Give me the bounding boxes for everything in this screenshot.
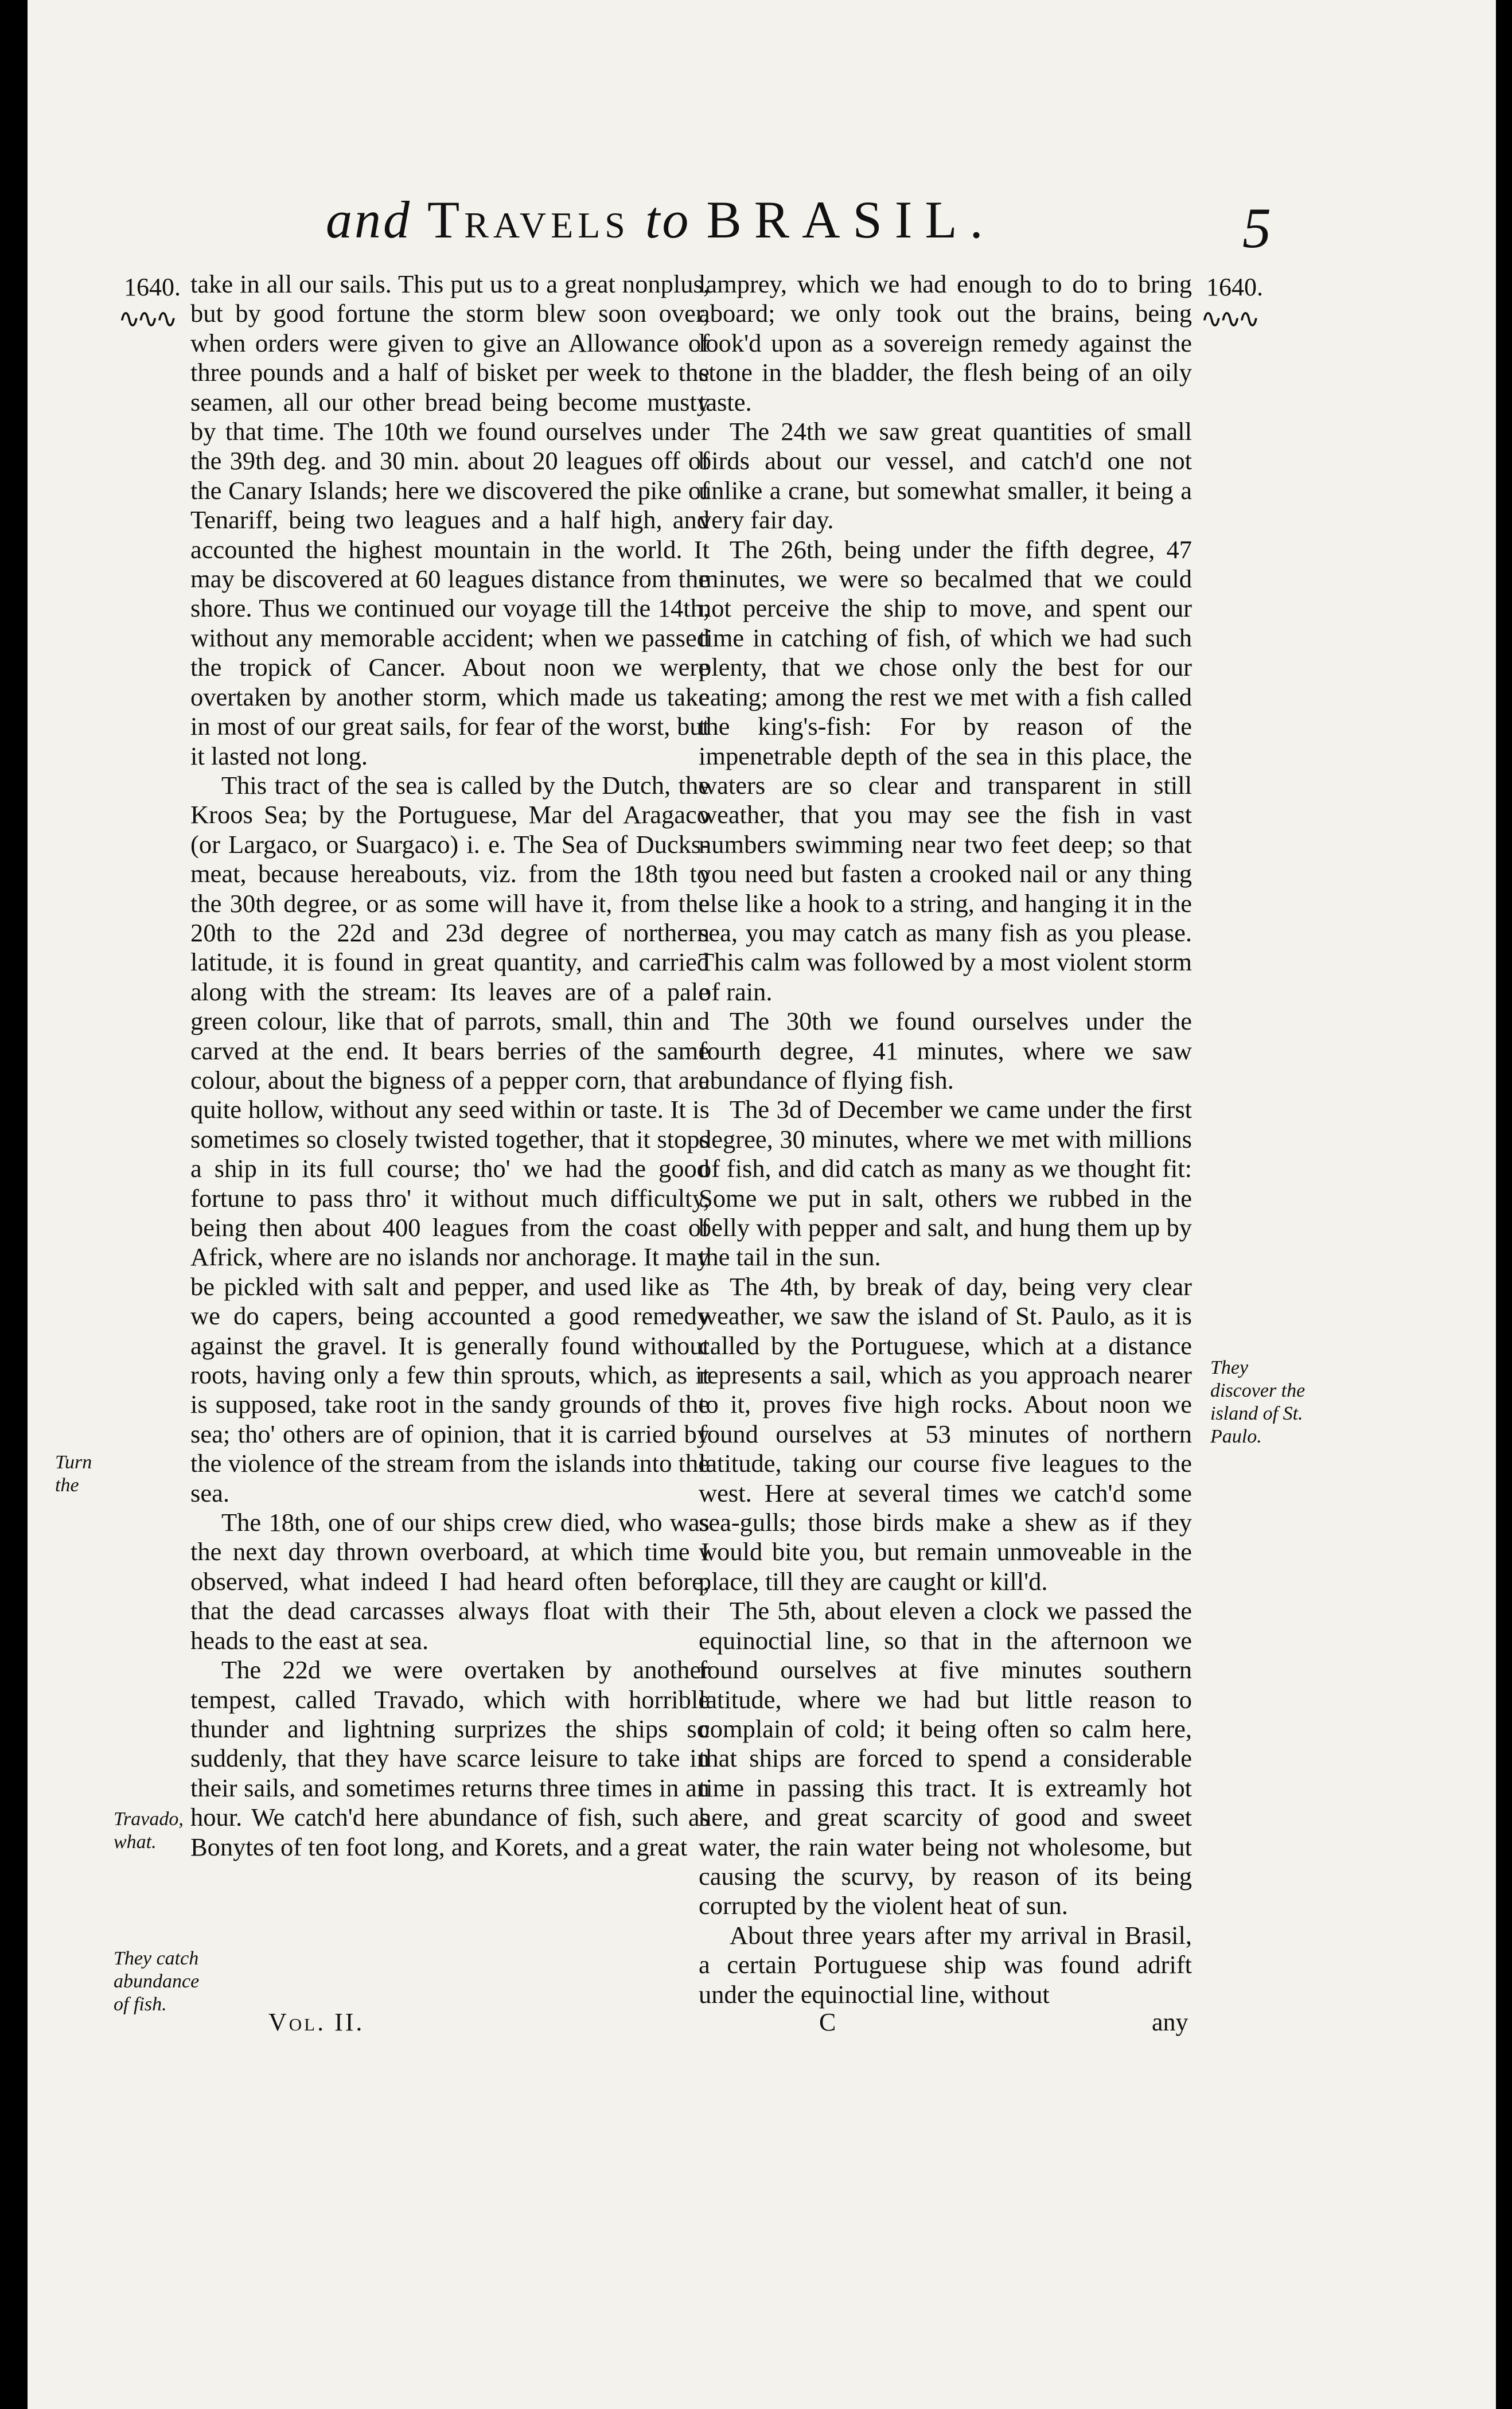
right-paragraph-3: The 26th, being under the fifth degree, 47 minutes, we were so becalmed that we could not perceive the ship to move, and spent our time in catching of fish, of which we had such plenty, that we chose only the best for our eating; among the rest we met with a fish called the king's-fish: For by reason of the impenetrable depth of the sea in this place, the waters are so clear and transparent in still weather, that you may see the fish in vast numbers swimming near two feet deep; so that you need but fasten a crooked nail or any thing else like a hook to a string, and hanging it in the sea, you may catch as many fish as you please. This calm was followed by a most violent storm of rain. (699, 535, 1192, 1006)
right-paragraph-4: The 30th we found ourselves under the fourth degree, 41 minutes, where we saw abundance of flying fish. (699, 1007, 1192, 1094)
right-paragraph-8: About three years after my arrival in Brasil, a certain Portuguese ship was found adrift under the equinoctial line, without (699, 1920, 1192, 2009)
ornament-right-icon: ∿∿∿ (1201, 304, 1257, 333)
book-page (28, 0, 1496, 2409)
margin-note-turn: Turn the (55, 1452, 92, 1496)
left-paragraph-3: The 18th, one of our ships crew died, who was the next day thrown overboard, at which time I observed, what indeed I had heard often before, that the dead carcasses always float with their heads to the east at sea. (190, 1508, 710, 1655)
page-number: 5 (1242, 196, 1271, 260)
margin-year-right: 1640. (1206, 273, 1263, 301)
right-paragraph-2: The 24th we saw great quantities of small birds about our vessel, and catch'd one not unlike a crane, but somewhat smaller, it being a very fair day. (699, 417, 1192, 535)
margin-note-paulo: They discover the island of St. Paulo. (1210, 1357, 1306, 1447)
margin-year-left: 1640. (124, 273, 181, 301)
margin-note-fish: They catch abundance of fish. (114, 1948, 200, 2015)
left-paragraph-1: take in all our sails. This put us to a great nonplus, but by good fortune the storm blew soon over, when orders were given to give an Allowance of three pounds and a half of bisket per week to the seamen, all our other bread being become musty by that time. The 10th we found ourselves under the 39th deg. and 30 min. about 20 leagues off of the Canary Islands; here we discovered the pike of Tenariff, being two leagues and a half high, and accounted the highest mountain in the world. It may be discovered at 60 leagues distance from the shore. Thus we continued our voyage till the 14th, without any memorable accident; when we passed the tropick of Cancer. About noon we were overtaken by another storm, which made us take in most of our great sails, for fear of the worst, but it lasted not long. (190, 270, 710, 770)
right-paragraph-6: The 4th, by break of day, being very clear weather, we saw the island of St. Paulo, as it is called by the Portuguese, which at a distance represents a sail, which as you approach nearer to it, proves five high rocks. About noon we found ourselves at 53 minutes of northern latitude, taking our course five leagues to the west. Here at several times we catch'd some sea-gulls; those birds make a shew as if they would bite you, but remain unmoveable in the place, till they are caught or kill'd. (699, 1272, 1192, 1596)
left-paragraph-4: The 22d we were overtaken by another tempest, called Travado, which with horrible thunder and lightning surprizes the ships so suddenly, that they have scarce leisure to take in their sails, and sometimes returns three times in an hour. We catch'd here abundance of fish, such as Bonytes of ten foot long, and Korets, and a great (190, 1655, 710, 1861)
margin-note-travado: Travado, what. (114, 1808, 184, 1853)
footer-catchword: any (1152, 2008, 1188, 2036)
ornament-left-icon: ∿∿∿ (118, 304, 174, 333)
header-travels: Travels (427, 190, 630, 249)
right-column (699, 270, 1192, 2009)
right-paragraph-5: The 3d of December we came under the first degree, 30 minutes, where we met with millions of fish, and did catch as many as we thought fit: Some we put in salt, others we rubbed in the belly with pepper and salt, and hung them up by the tail in the sun. (699, 1095, 1192, 1272)
header-and: and (326, 190, 412, 249)
left-paragraph-2: This tract of the sea is called by the Dutch, the Kroos Sea; by the Portuguese, Mar del Aragaco (or Largaco, or Suargaco) i. e. The Sea of Ducks-meat, because hereabouts, viz. from the 18th to the 30th degree, or as some will have it, from the 20th to the 22d and 23d degree of northern latitude, it is found in great quantity, and carried along with the stream: Its leaves are of a pale green colour, like that of parrots, small, thin and carved at the end. It bears berries of the same colour, about the bigness of a pepper corn, that are quite hollow, without any seed within or taste. It is sometimes so closely twisted together, that it stops a ship in its full course; tho' we had the good fortune to pass thro' it without much difficulty, being then about 400 leagues from the coast of Africk, where are no islands nor anchorage. It may be pickled with salt and pepper, and used like as we do capers, being accounted a good remedy against the gravel. It is generally found without roots, having only a few thin sprouts, which, as it is supposed, take root in the sandy grounds of the sea; tho' others are of opinion, that it is carried by the violence of the stream from the islands into the sea. (190, 770, 710, 1507)
right-paragraph-1: lamprey, which we had enough to do to bring aboard; we only took out the brains, being look'd upon as a sovereign remedy against the stone in the bladder, the flesh being of an oily taste. (699, 270, 1192, 416)
footer-volume: Vol. II. (268, 2008, 365, 2036)
header-to: to (645, 190, 691, 249)
header-brasil: BRASIL. (706, 190, 996, 249)
right-paragraph-7: The 5th, about eleven a clock we passed the equinoctial line, so that in the afternoon we found ourselves at five minutes southern latitude, where we had but little reason to complain of cold; it being often so calm here, that ships are forced to spend a considerable time in passing this tract. It is extreamly hot here, and great scarcity of good and sweet water, the rain water being not wholesome, but causing the scurvy, by reason of its being corrupted by the violent heat of sun. (699, 1596, 1192, 1920)
left-column (190, 270, 710, 1862)
running-header (326, 189, 1358, 270)
footer-signature: C (819, 2008, 836, 2036)
